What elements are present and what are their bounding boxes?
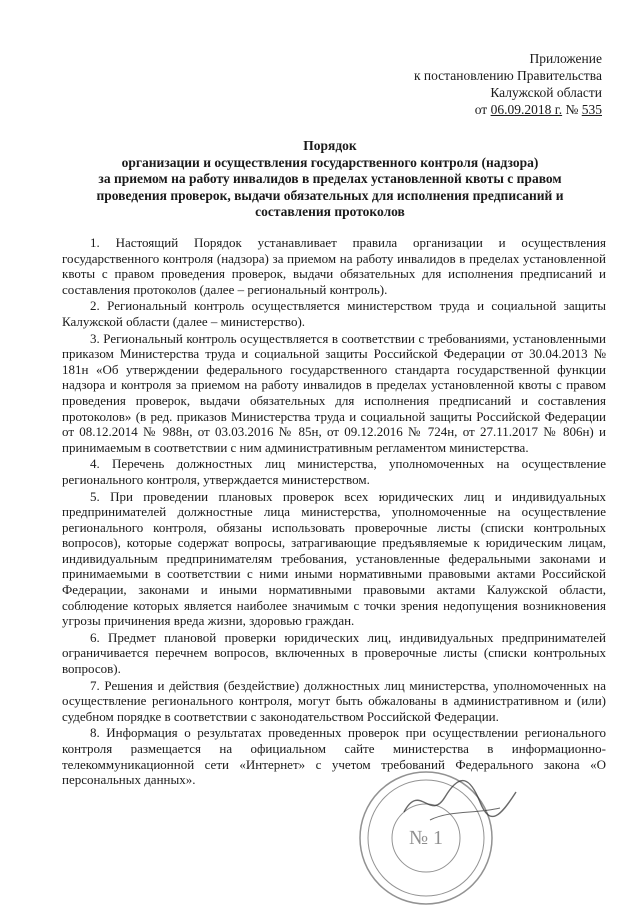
title-line-5: составления протоколов bbox=[255, 204, 405, 219]
title-line-1: Порядок bbox=[303, 138, 357, 153]
appendix-date-prefix: от bbox=[474, 102, 491, 117]
appendix-line-3: Калужской области bbox=[490, 85, 602, 100]
signature-mark bbox=[400, 772, 520, 832]
paragraph-2: 2. Региональный контроль осуществляется министерством труда и социальной защиты Калужской области (далее – министерство). bbox=[62, 298, 606, 329]
paragraph-8: 8. Информация о результатах проведенных проверок при осуществлении регионального контроля размещается на официальном сайте министерства в информационно-телекоммуникационной сети «Интернет» с учетом требований Федерального закона «О персональных данных». bbox=[62, 725, 606, 788]
appendix-date: 06.09.2018 г. bbox=[490, 102, 563, 117]
appendix-line-1: Приложение bbox=[529, 51, 602, 66]
appendix-header bbox=[414, 50, 602, 118]
paragraph-5: 5. При проведении плановых проверок всех юридических лиц и индивидуальных предпринимателей должностные лица министерства, уполномоченные на осуществление регионального контроля, обязаны использовать проверочные листы (списки контрольных вопросов), которые содержат вопросы, затрагивающие предъявляемые к юридическим лицам, индивидуальным предпринимателям требования, установленные федеральными законами и принимаемыми в соответствии с ними иными нормативными правовыми актами Российской Федерации, законами и иными нормативными правовыми актами Калужской области, соблюдение которых является наиболее значимым с точки зрения недопущения возникновения угрозы причинения вреда жизни, здоровью граждан. bbox=[62, 488, 606, 629]
paragraph-7: 7. Решения и действия (бездействие) должностных лиц министерства, уполномоченных на осуществление регионального контроля, могут быть обжалованы в административном и (или) судебном порядке в соответствии с законодательством Российской Федерации. bbox=[62, 677, 606, 724]
seal-number: № 1 bbox=[408, 827, 444, 849]
title-line-4: проведения проверок, выдачи обязательных для исполнения предписаний и bbox=[96, 187, 564, 203]
document-title bbox=[60, 138, 600, 221]
paragraph-1: 1. Настоящий Порядок устанавливает правила организации и осуществления государственного контроля (надзора) за приемом на работу инвалидов в пределах установленной квоты с правом проведения проверок, выдачи обязательных для исполнения предписаний и составления протоколов (далее – региональный контроль). bbox=[62, 235, 606, 297]
paragraph-3: 3. Региональный контроль осуществляется в соответствии с требованиями, установленными приказом Министерства труда и социальной защиты Российской Федерации от 30.04.2013 № 181н «Об утверждении федерального государственного стандарта государственной функции надзора и контроля за приемом на работу инвалидов в пределах установленной квоты с правом проведения проверок, выдачи обязательных для исполнения предписаний и составления протоколов» (в ред. приказов Министерства труда и социальной защиты Российской Федерации от 08.12.2014 № 988н, от 03.03.2016 № 85н, от 09.12.2016 № 724н, от 27.11.2017 № 806н) и принимаемым в соответствии с ним административным регламентом министерства. bbox=[62, 330, 606, 455]
title-line-2: организации и осуществления государственного контроля (надзора) bbox=[121, 154, 539, 170]
document-body bbox=[62, 235, 606, 789]
paragraph-6: 6. Предмет плановой проверки юридических лиц, индивидуальных предпринимателей ограничивается перечнем вопросов, включенных в проверочные листы (списки контрольных вопросов). bbox=[62, 629, 606, 677]
appendix-line-4 bbox=[414, 101, 602, 118]
appendix-number: 535 bbox=[581, 102, 602, 117]
title-line-3: за приемом на работу инвалидов в пределах установленной квоты с правом bbox=[98, 171, 562, 186]
appendix-number-prefix: № bbox=[562, 102, 582, 117]
paragraph-4: 4. Перечень должностных лиц министерства, уполномоченных на осуществление регионального контроля, утверждается министерством. bbox=[62, 456, 606, 487]
appendix-line-2: к постановлению Правительства bbox=[413, 68, 602, 83]
